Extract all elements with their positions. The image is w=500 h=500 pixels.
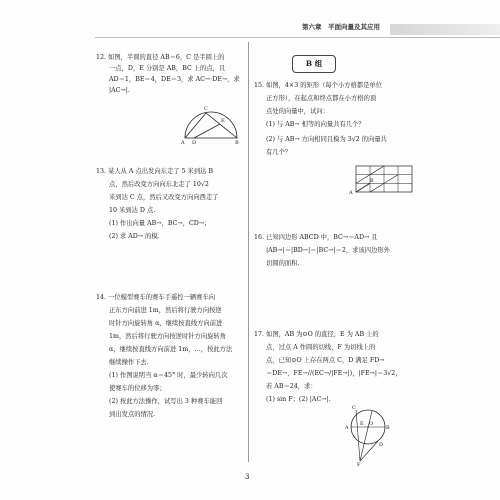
figure-label: B: [386, 425, 390, 431]
circle-figure: [342, 405, 392, 468]
figure-label: F: [357, 462, 361, 468]
problem-line: 正方形），在起点和终点都在小方格的顶: [266, 95, 377, 102]
figure-label: D: [379, 442, 384, 448]
problem-line: α，继续按直线方向前进 1m，…，按此方法: [109, 346, 233, 353]
problem-line: 14. 一位模型赛车的赛车手遥控一辆赛车向: [96, 294, 216, 301]
problem-line: 13. 某人从 A 点出发向东走了 5 米到达 B: [96, 168, 214, 175]
figure-label: O: [369, 421, 374, 427]
problem-line: |AB→|＝|BD→|＝|BC→|＝2，求该四边形外: [266, 247, 390, 254]
problem-line: 继续操作下去.: [109, 359, 149, 366]
grid-figure: [348, 164, 418, 198]
problem-line: 16. 已知四边形 ABCD 中，BC→＝AD→ 且: [254, 234, 378, 241]
problem-line: 到出发点的情况.: [109, 411, 156, 418]
problem-line: 15. 如图，4×3 的矩形（每个小方格都是单位: [254, 82, 383, 89]
figure-label: B: [235, 140, 239, 146]
problem-line: 正东方向前进 1m，然后将行驶方向按逆: [109, 307, 222, 314]
problem-line: (1) 作出向量 AB→，BC→，CD→；: [109, 220, 211, 227]
figure-label: A: [345, 425, 349, 431]
header-rule: [95, 37, 500, 38]
problem-line: 点，然后改变方向向东北走了 10√2: [109, 181, 209, 188]
figure-label: B: [370, 178, 374, 184]
problem-line: 切圆的面积.: [266, 260, 300, 267]
figure-label: A: [181, 140, 185, 146]
problem-line: 点，过点 A 作圆的切线，F 为切线上的: [266, 344, 376, 351]
problem-line: |AC→|.: [109, 87, 130, 94]
chapter-header: 第六章 平面向量及其应用: [302, 23, 380, 31]
page-number: 3: [245, 473, 250, 481]
problem-line: 若 AB＝24，求：: [266, 383, 317, 390]
problem-line: 点，已知⊙O 上存在两点 C，D 满足 FD→: [266, 357, 385, 364]
header-bar: [390, 24, 500, 35]
column-divider: [248, 42, 249, 462]
problem-line: (2) 求 AD→ 的模.: [109, 233, 160, 240]
semicircle-figure: [180, 100, 240, 145]
problem-line: 10 米到达 D 点.: [109, 207, 156, 214]
problem-line: (1) sin F；(2) |AC→|.: [266, 396, 331, 403]
figure-label: D: [192, 140, 197, 146]
figure-label: C: [352, 405, 356, 411]
figure-label: E: [360, 421, 364, 427]
problem-line: 17. 如图，AB 为⊙O 的直径，E 为 AB 上的: [254, 331, 379, 338]
problem-line: 使赛车的位移为零；: [109, 385, 166, 392]
problem-line: 点处的向量中，试问：: [266, 108, 329, 115]
problem-line: (2) 与 AB→ 方向相同且模为 3√2 的向量共: [266, 136, 387, 143]
problem-line: (1) 与 AB→ 相等的向量共有几个？: [266, 121, 365, 128]
problem-line: AD＝1，BE＝4，DE＝3，求 AC→·DE→，求: [109, 76, 240, 83]
problem-line: 时针方向旋转角 α，继续按直线方向前进: [109, 320, 223, 327]
problem-line: 12. 如图，半圆的直径 AB＝6，C 是半圆上的: [96, 54, 225, 61]
problem-line: 米到达 C 点，然后又改变方向向西走了: [109, 194, 219, 201]
problem-line: 一点，D，E 分别是 AB，BC 上的点，且: [109, 65, 226, 72]
figure-label: E: [221, 118, 225, 124]
figure-label: A: [349, 190, 353, 196]
figure-label: C: [204, 106, 208, 112]
problem-line: 有几个？: [266, 149, 292, 156]
problem-line: (2) 按此方法操作，试写出 3 种赛车能回: [109, 398, 223, 405]
problem-line: ＝DE→，FE→//(EC→/|FE→|)，|FE→|＝3√2，: [266, 370, 402, 377]
problem-line: 1m，然后将行驶方向按逆时针方向旋转角: [109, 333, 227, 340]
section-badge: B 组: [292, 55, 336, 73]
problem-line: (1) 作图说明当 α＝45° 时，最少转向几次: [109, 372, 228, 379]
